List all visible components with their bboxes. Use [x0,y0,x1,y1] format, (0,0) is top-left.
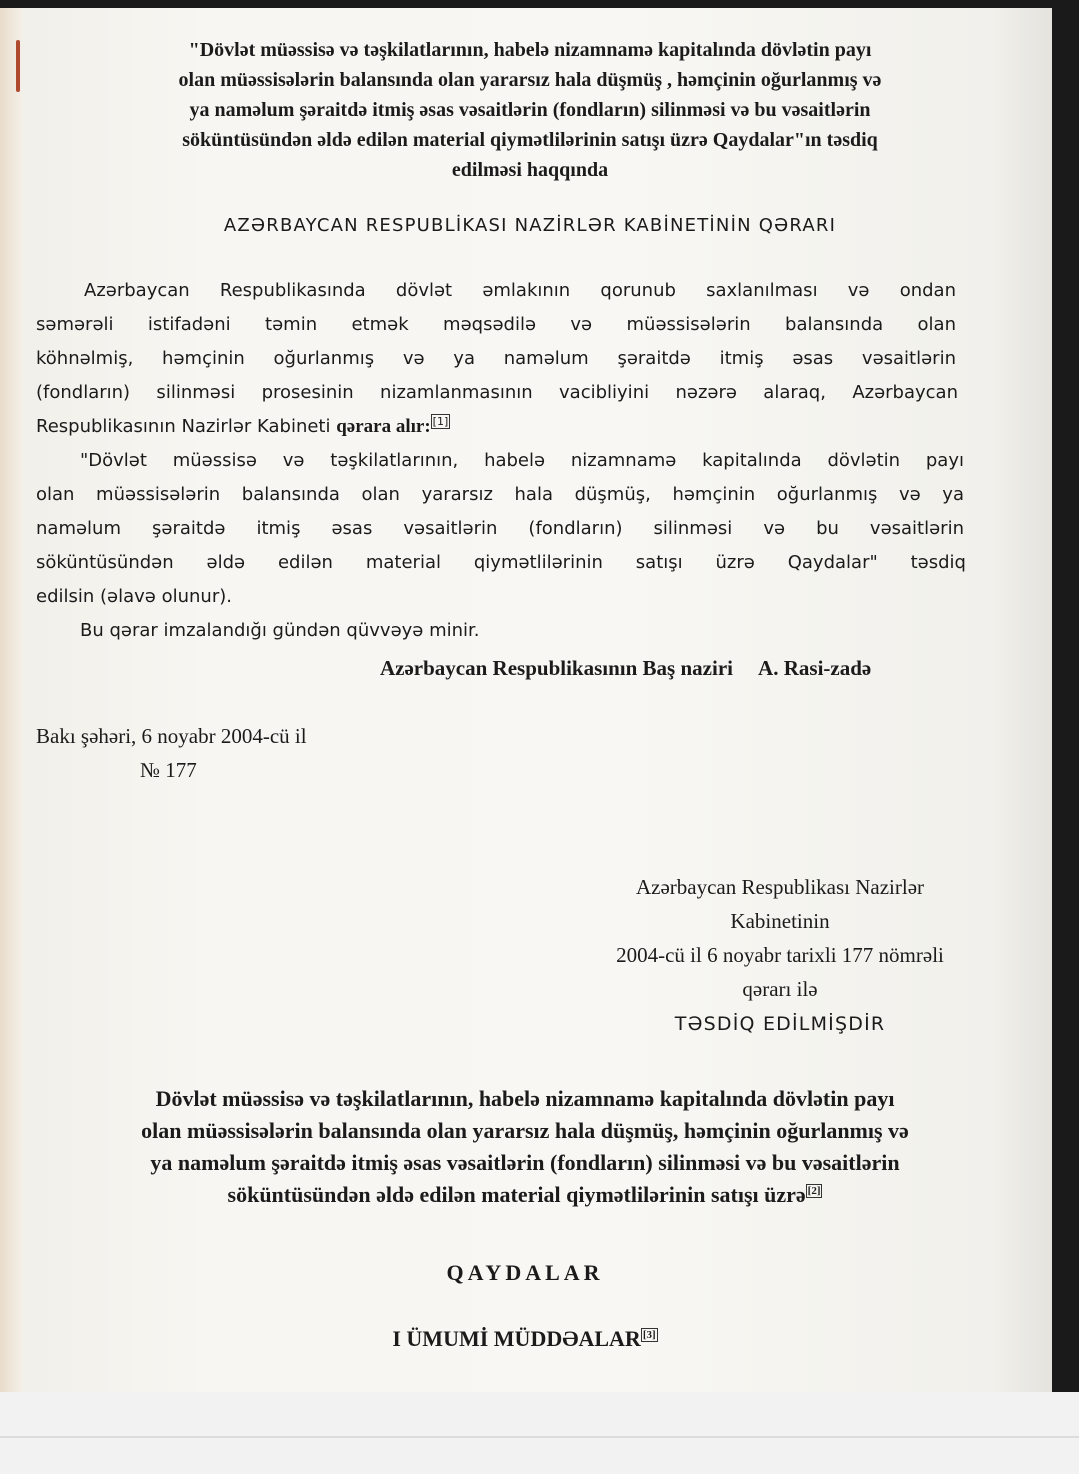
footnote-link-3[interactable]: [3] [642,1328,656,1341]
item1-line: naməlum şəraitdə itmiş əsas vəsaitlərin (fondların) silinməsi və bu vəsaitlərin [36,518,964,539]
decree-title-line: söküntüsündən əldə edilən material qiymətlilərinin satışı üzrə Qaydalar"ın təsdiq [182,129,878,151]
item1-line: olan müəssisələrin balansında olan yararsız hala düşmüş, həmçinin oğurlanmış və ya [36,484,964,505]
approval-line: Kabinetinin [730,909,830,933]
item1-line: "Dövlət müəssisə və təşkilatlarının, habelə nizamnamə kapitalında dövlətin payı [80,450,964,471]
approval-line: Azərbaycan Respublikası Nazirlər [635,875,925,899]
divider [0,1436,1079,1438]
preamble-text: Respublikasının Nazirlər Kabineti [36,416,337,437]
rules-title-line: ya naməlum şəraitdə itmiş əsas vəsaitlərin (fondların) silinməsi və bu vəsaitlərin [150,1150,900,1175]
place-date: Bakı şəhəri, 6 noyabr 2004-cü il [36,724,307,748]
section-heading [20,1326,1030,1352]
rules-title-last-line [20,1182,1030,1208]
preamble-line: köhnəlmiş, həmçinin oğurlanmış və ya naməlum şəraitdə itmiş əsas vəsaitlərin [36,348,956,369]
decree-item-2: Bu qərar imzalandığı gündən qüvvəyə minir. [80,620,480,641]
item1-last-line: edilsin (əlavə olunur). [36,586,232,607]
rules-heading: QAYDALAR [446,1260,604,1285]
rules-title-text: söküntüsündən əldə edilən material qiymətlilərinin satışı üzrə [227,1182,806,1207]
footnote-link-1[interactable]: [1] [432,415,449,428]
decree-heading: AZƏRBAYCAN RESPUBLİKASI NAZİRLƏR KABİNETİNİN QƏRARI [223,215,837,236]
preamble-last-line [36,416,450,438]
section-heading-text: I ÜMUMİ MÜDDƏALAR [392,1326,641,1351]
rules-title-line: olan müəssisələrin balansında olan yararsız hala düşmüş, həmçinin oğurlanmış və [141,1118,909,1143]
signature: Azərbaycan Respublikasının Baş naziri A. Rasi-zadə [380,656,872,680]
preamble-line: (fondların) silinməsi prosesinin nizamlanmasının vacibliyini nəzərə alaraq, Azərbaycan [36,382,958,403]
approval-stamp: TƏSDİQ EDİLMİŞDİR [674,1013,886,1035]
decree-title-line: "Dövlət müəssisə və təşkilatlarının, habelə nizamnamə kapitalında dövlətin payı [188,39,872,61]
binding-mark [16,40,20,92]
preamble-line: səmərəli istifadəni təmin etmək məqsədilə və müəssisələrin balansında olan [36,314,956,335]
decree-title-line: olan müəssisələrin balansında olan yararsız hala düşmüş , həmçinin oğurlanmış və [178,69,882,91]
footnote-link-2[interactable]: [2] [807,1184,821,1197]
document-page [0,8,1052,1392]
decree-title-line: ya naməlum şəraitdə itmiş əsas vəsaitlərin (fondların) silinməsi və bu vəsaitlərin [189,99,871,121]
approval-line: 2004-cü il 6 noyabr tarixli 177 nömrəli [616,943,944,967]
bottom-strip [0,1392,1079,1474]
page-edge [0,8,22,1392]
rules-title-line: Dövlət müəssisə və təşkilatlarının, habelə nizamnamə kapitalında dövlətin payı [155,1086,895,1111]
item1-line: söküntüsündən əldə edilən material qiymətlilərinin satışı üzrə Qaydalar" təsdiq [36,552,966,573]
decree-number: № 177 [140,758,197,782]
preamble-line: Azərbaycan Respublikasında dövlət əmlakının qorunub saxlanılması və ondan [84,280,956,301]
decree-resolves: qərara alır: [336,416,431,437]
decree-title-line: edilməsi haqqında [451,159,609,181]
approval-line: qərarı ilə [742,977,818,1001]
